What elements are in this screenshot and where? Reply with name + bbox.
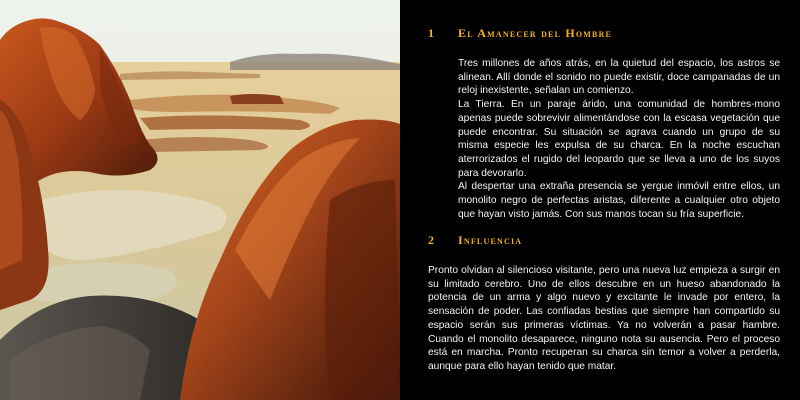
section-title: El Amanecer del Hombre — [458, 26, 613, 40]
section-2 — [428, 233, 786, 374]
section-heading — [428, 26, 786, 41]
text-panel — [400, 0, 800, 400]
section-title: Influencia — [458, 233, 523, 247]
section-number: 1 — [428, 26, 436, 40]
section-number: 2 — [428, 233, 436, 247]
paragraph: Tres millones de años atrás, en la quietud del espacio, los astros se alinean. Allí donde el sonido no puede existir, doce campanadas de un reloj inexistente, señalan un comienzo. — [458, 58, 780, 97]
section-heading — [428, 233, 786, 248]
section-body — [458, 57, 780, 221]
section-body — [428, 264, 780, 374]
paragraph: Pronto olvidan al silencioso visitante, pero una nueva luz empieza a surgir en su limitado cerebro. Uno de ellos descubre en un hueso abandonado la potencia de un arma y algo nuevo y excitante le invade por entero, la sensación de poder. Las confiadas bestias que siempre han compartido su espacio serán sus primeras víctimas. Ya no volverán a pasar hambre. Cuando el monolito desaparece, ninguno nota su ausencia. Pero el proceso está en marcha. Pronto recuperan su charca sin temor a volver a perderla, aunque para ello hayan tenido que matar. — [428, 265, 780, 372]
paragraph: La Tierra. En un paraje árido, una comunidad de hombres-mono apenas puede sobrevivir alimentándose con la escasa vegetación que puede encontrar. Su situación se agrava cuando un grupo de su misma especie les expulsa de su charca. En la noche escuchan aterrorizados el rugido del leopardo que se lleva a uno de los suyos para devorarlo. — [458, 99, 780, 179]
section-1 — [428, 26, 786, 221]
paragraph: Al despertar una extraña presencia se yergue inmóvil entre ellos, un monolito negro de perfectas aristas, diferente a cualquier otro objeto que hayan visto jamás. Con sus manos tocan su fría superficie. — [458, 181, 780, 220]
